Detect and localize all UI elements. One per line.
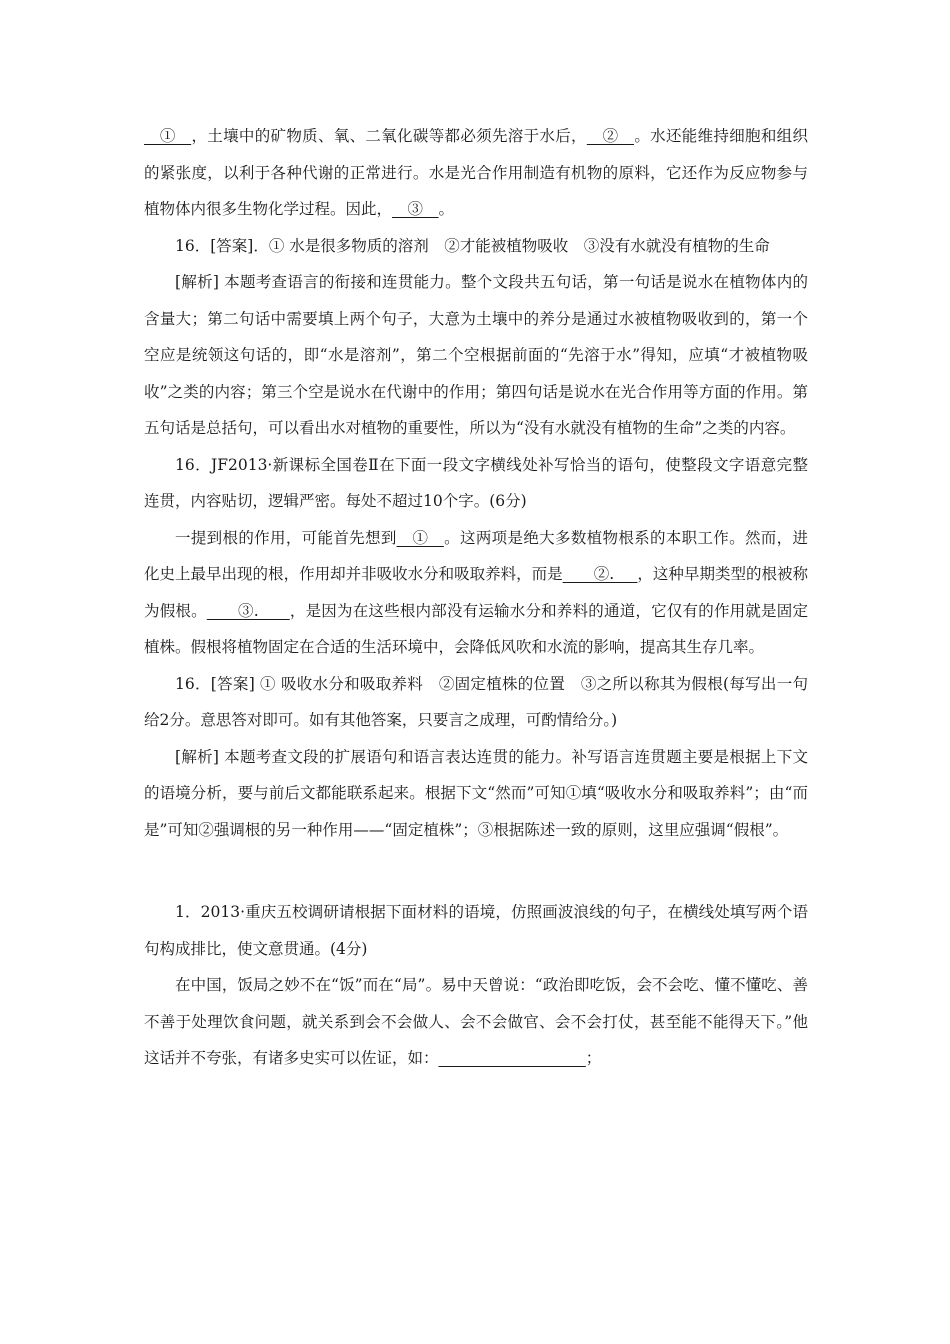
passage-roots: 一提到根的作用，可能首先想到__①__。这两项是绝大多数植物根系的本职工作。然而，进化史上最早出现的根，作用却并非吸收水分和吸取养料，而是____②.___，这种早期类型的根被称为假根。____③.____，是因为在这些根内部没有运输水分和养料的通道，它仅有的作用就是固定植株。假根将植物固定在合适的生活环境中，会降低风吹和水流的影响，提高其生存几率。 <box>144 528 808 656</box>
explanation-1: [解析] 本题考查语言的衔接和连贯能力。整个文段共五句话，第一句话是说水在植物体内的含量大；第二句话中需要填上两个句子，大意为土壤中的养分是通过水被植物吸收到的，第一个空应是统领这句话的，即“水是溶剂”，第二个空根据前面的“先溶于水”得知，应填“才被植物吸收”之类的内容；第三个空是说水在代谢中的作用；第四句话是说水在光合作用等方面的作用。第五句话是总括句，可以看出水对植物的重要性，所以为“没有水就没有植物的生命”之类的内容。 <box>144 273 808 437</box>
question-3: 1．2013·重庆五校调研请根据下面材料的语境，仿照画波浪线的句子，在横线处填写两个语句构成排比，使文意贯通。(4分) <box>144 903 808 958</box>
passage-banquet: 在中国，饭局之妙不在“饭”而在“局”。易中天曾说：“政治即吃饭，会不会吃、懂不懂吃、善不善于处理饮食问题，就关系到会不会做人、会不会做官、会不会打仗，甚至能不能得天下。”他这话并不夸张，有诸多史实可以佐证，如：___________________； <box>144 976 808 1067</box>
answer-1: 16．[答案]．① 水是很多物质的溶剂 ②才能被植物吸收 ③没有水就没有植物的生命 <box>175 236 770 255</box>
blank-1: __①__ <box>396 528 444 547</box>
blank-2: ____②.___ <box>562 565 638 583</box>
section-gap <box>144 848 808 894</box>
answer-2: 16．[答案] ① 吸收水分和吸取养料 ②固定植株的位置 ③之所以称其为假根(每写出一句给2分。意思答对即可。如有其他答案，只要言之成理，可酌情给分。) <box>144 674 808 729</box>
question-2: 16．JF2013·新课标全国卷Ⅱ在下面一段文字横线处补写恰当的语句，使整段文字语意完整连贯，内容贴切，逻辑严密。每处不超过10个字。(6分) <box>144 455 808 510</box>
blank-3: __③__ <box>392 200 439 218</box>
answer-blank: ___________________ <box>438 1049 586 1067</box>
explanation-2: [解析] 本题考查文段的扩展语句和语言表达连贯的能力。补写语言连贯题主要是根据上下文的语境分析，要与前后文都能联系起来。根据下文“然而”可知①填“吸收水分和吸取养料”；由“而是”可知②强调根的另一种作用——“固定植株”；③根据陈述一致的原则，这里应强调“假根”。 <box>144 747 808 839</box>
document-page <box>144 118 808 1077</box>
passage-water: __①__，土壤中的矿物质、氧、二氧化碳等都必须先溶于水后，__②__。水还能维持细胞和组织的紧张度，以利于各种代谢的正常进行。水是光合作用制造有机物的原料，它还作为反应物参与植物体内很多生物化学过程。因此，__③__。 <box>144 127 808 218</box>
blank-1: __①__ <box>144 127 192 145</box>
blank-3: ____③.____ <box>206 601 290 620</box>
blank-2: __②__ <box>586 127 634 145</box>
